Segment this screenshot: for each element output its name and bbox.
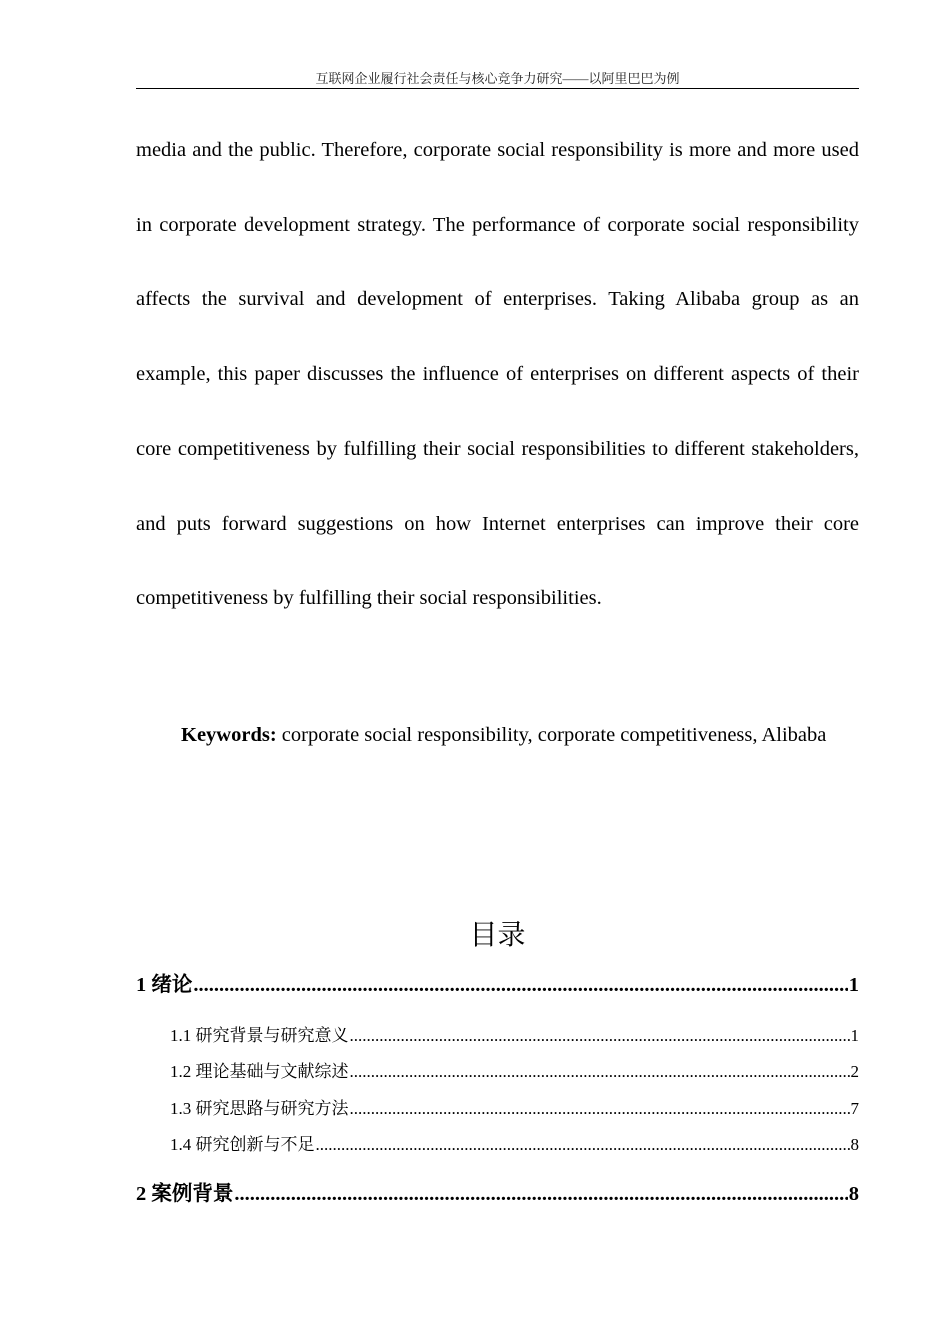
toc-entry-section-1-1[interactable] (170, 1025, 859, 1047)
toc-leader (350, 1061, 850, 1083)
toc-entry-label: 1.3 研究思路与研究方法 (170, 1099, 349, 1118)
keywords-label: Keywords: (181, 724, 277, 746)
toc-entry-page: 7 (850, 1099, 859, 1118)
toc-entry-section-1-2[interactable] (170, 1061, 859, 1083)
toc-leader (193, 972, 847, 998)
toc-entry-label: 1.2 理论基础与文献综述 (170, 1062, 349, 1081)
abstract-paragraph: media and the public. Therefore, corporate social responsibility is more and more used in corporate development strategy. The performance of corporate social responsibility affects the survival and development of enterprises. Taking Alibaba group as an example, this paper discusses the influence of enterprises on different aspects of their core competitiveness by fulfilling their social responsibilities to different stakeholders, and puts forward suggestions on how Internet enterprises can improve their core competitiveness by fulfilling their social responsibilities. (136, 139, 859, 610)
toc-entry-chapter-2[interactable] (136, 1181, 859, 1207)
toc-entry-label: 1.1 研究背景与研究意义 (170, 1026, 349, 1045)
toc-entry-label: 1 绪论 (136, 974, 193, 996)
toc-entry-section-1-3[interactable] (170, 1098, 859, 1120)
running-header: 互联网企业履行社会责任与核心竞争力研究——以阿里巴巴为例 (315, 71, 680, 86)
header-rule (136, 88, 859, 89)
toc-entry-page: 1 (850, 1026, 859, 1045)
toc-title: 目录 (469, 918, 526, 951)
toc-entry-label: 2 案例背景 (136, 1183, 234, 1205)
toc-entry-page: 2 (850, 1062, 859, 1081)
toc-entry-page: 8 (850, 1135, 859, 1154)
toc-entry-page: 8 (848, 1183, 859, 1205)
toc-entry-chapter-1[interactable] (136, 972, 859, 998)
toc-leader (350, 1098, 850, 1120)
toc-leader (316, 1134, 850, 1156)
keywords-text: corporate social responsibility, corporate competitiveness, Alibaba (281, 724, 827, 746)
toc-leader (234, 1181, 847, 1207)
toc-leader (350, 1025, 850, 1047)
keywords-paragraph (136, 698, 859, 773)
toc-entry-label: 1.4 研究创新与不足 (170, 1135, 315, 1154)
toc-entry-page: 1 (848, 974, 859, 996)
toc-entry-section-1-4[interactable] (170, 1134, 859, 1156)
